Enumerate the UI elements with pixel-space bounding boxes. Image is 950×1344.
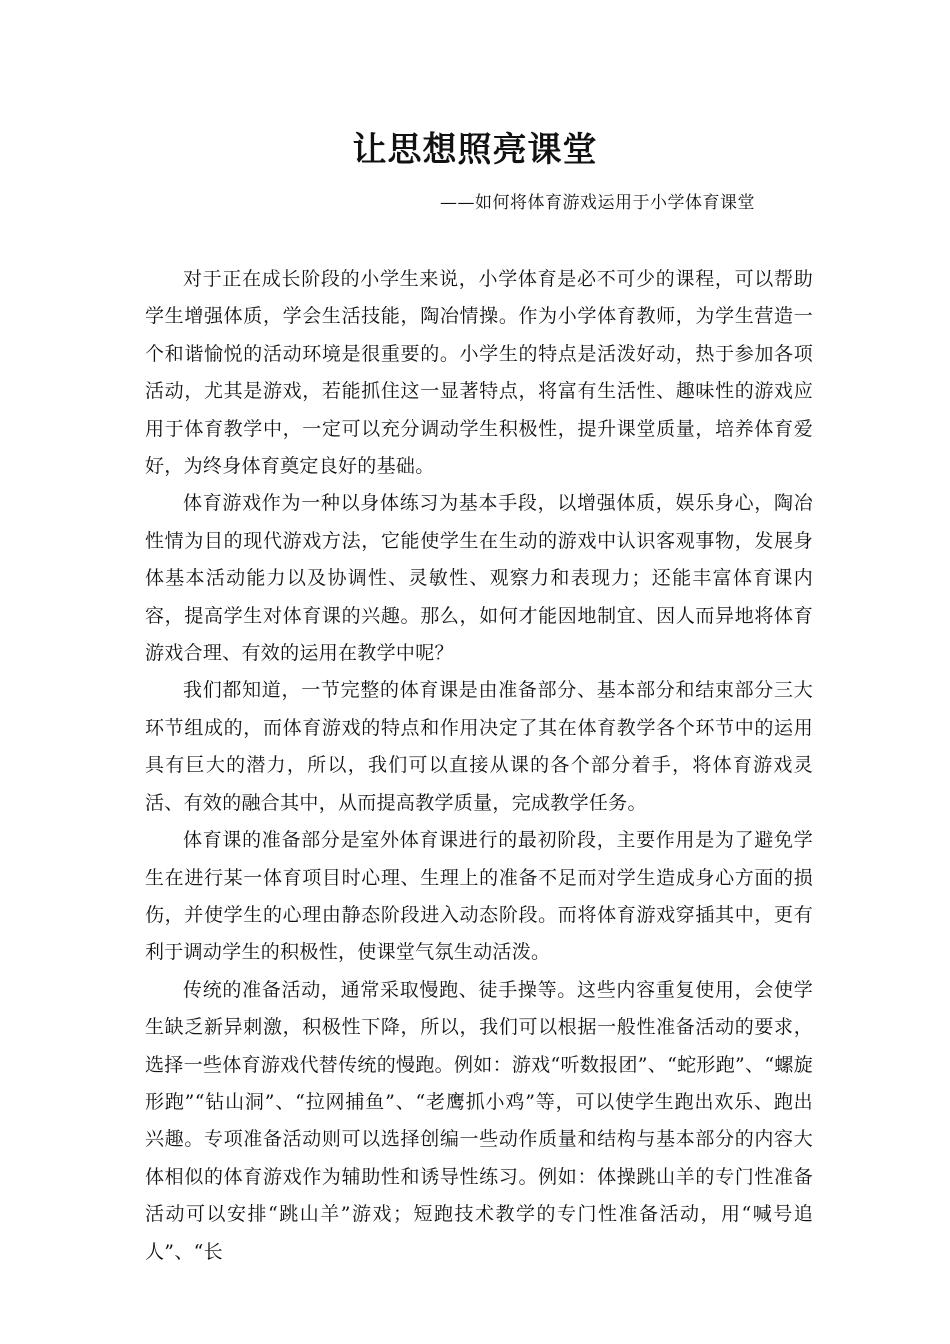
document-title: 让思想照亮课堂 [352,130,598,170]
paragraph: 传统的准备活动，通常采取慢跑、徒手操等。这些内容重复使用，会使学生缺乏新异刺激，积极性下降，所以，我们可以根据一般性准备活动的要求，选择一些体育游戏代替传统的慢跑。例如：游戏“听数报团”、“蛇形跑”、“螺旋形跑”“钻山洞”、“拉网捕鱼”、“老鹰抓小鸡”等，可以使学生跑出欢乐、跑出兴趣。专项准备活动则可以选择创编一些动作质量和结构与基本部分的内容大体相似的体育游戏作为辅助性和诱导性练习。例如：体操跳山羊的专门性准备活动可以安排“跳山羊”游戏；短跑技术教学的专门性准备活动，用“喊号追人”、“长 [145,978,813,1263]
paragraph: 体育课的准备部分是室外体育课进行的最初阶段，主要作用是为了避免学生在进行某一体育项目时心理、生理上的准备不足而对学生造成身心方面的损伤，并使学生的心理由静态阶段进入动态阶段。而将体育游戏穿插其中，更有利于调动学生的积极性，使课堂气氛生动活泼。 [145,829,813,964]
paragraph: 体育游戏作为一种以身体练习为基本手段，以增强体质，娱乐身心，陶冶性情为目的现代游戏方法，它能使学生在生动的游戏中认识客观事物，发展身体基本活动能力以及协调性、灵敏性、观察力和表现力；还能丰富体育课内容，提高学生对体育课的兴趣。那么，如何才能因地制宜、因人而异地将体育游戏合理、有效的运用在教学中呢？ [145,492,813,665]
paragraph: 我们都知道，一节完整的体育课是由准备部分、基本部分和结束部分三大环节组成的，而体育游戏的特点和作用决定了其在体育教学各个环节中的运用具有巨大的潜力，所以，我们可以直接从课的各个部分着手，将体育游戏灵活、有效的融合其中，从而提高教学质量，完成教学任务。 [145,679,813,814]
document-body [145,261,813,1271]
paragraph: 对于正在成长阶段的小学生来说，小学体育是必不可少的课程，可以帮助学生增强体质，学会生活技能，陶冶情操。作为小学体育教师，为学生营造一个和谐愉悦的活动环境是很重要的。小学生的特点是活泼好动，热于参加各项活动，尤其是游戏，若能抓住这一显著特点，将富有生活性、趣味性的游戏应用于体育教学中，一定可以充分调动学生积极性，提升课堂质量，培养体育爱好，为终身体育奠定良好的基础。 [145,268,813,478]
document-subtitle: ——如何将体育游戏运用于小学体育课堂 [440,193,755,213]
